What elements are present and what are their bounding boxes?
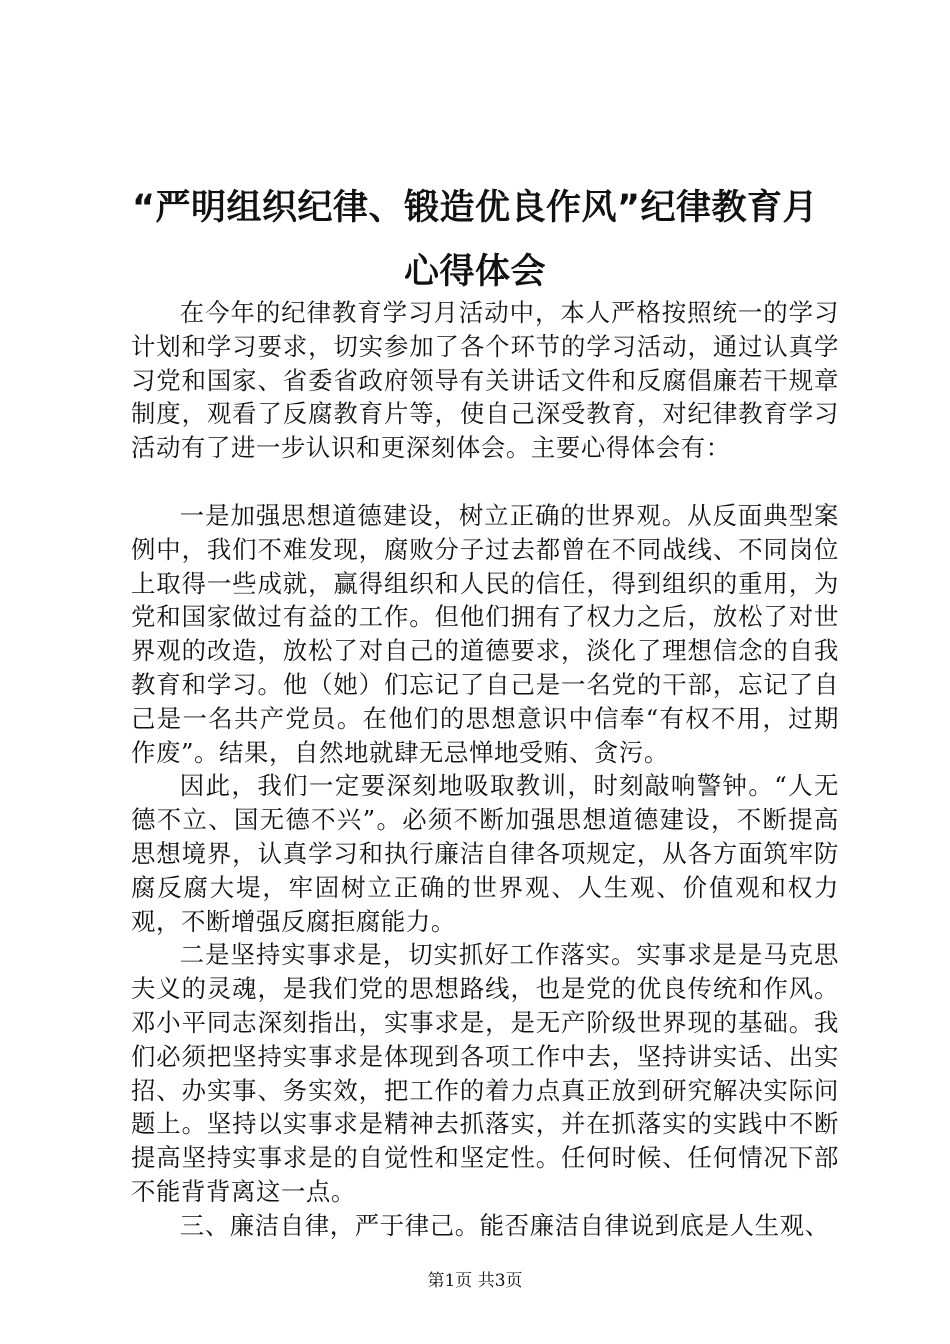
- paragraph-point-one: 一是加强思想道德建设，树立正确的世界观。从反面典型案例中，我们不难发现，腐败分子过去都曾在不同战线、不同岗位上取得一些成就，赢得组织和人民的信任，得到组织的重用，为党和国家做过有益的工作。但他们拥有了权力之后，放松了对世界观的改造，放松了对自己的道德要求，淡化了理想信念的自我教育和学习。他（她）们忘记了自己是一名党的干部，忘记了自己是一名共产党员。在他们的思想意识中信奉“有权不用，过期作废”。结果，自然地就肆无忌惮地受贿、贪污。: [131, 500, 839, 767]
- paragraph-point-three: 三、廉洁自律，严于律己。能否廉洁自律说到底是人生观、: [179, 1210, 830, 1240]
- page-indicator: 第1页 共3页: [427, 1271, 523, 1291]
- paragraph-point-two: 二是坚持实事求是，切实抓好工作落实。实事求是是马克思夫义的灵魂，是我们党的思想路线，也是党的优良传统和作风。邓小平同志深刻指出，实事求是，是无产阶级世界现的基础。我们必须把坚持实事求是体现到各项工作中去，坚持讲实话、出实招、办实事、务实效，把工作的着力点真正放到研究解决实际问题上。坚持以实事求是精神去抓落实，并在抓落实的实践中不断提高坚持实事求是的自觉性和坚定性。任何时候、任何情况下部不能背背离这一点。: [131, 940, 839, 1206]
- paragraph-therefore: 因此，我们一定要深刻地吸取教训，时刻敲响警钟。“人无德不立、国无德不兴”。必须不断加强思想道德建设，不断提高思想境界，认真学习和执行廉洁自律各项规定，从各方面筑牢防腐反腐大堤，牢固树立正确的世界观、人生观、价值观和权力观，不断增强反腐拒腐能力。: [131, 771, 839, 936]
- document-body: [131, 296, 839, 1243]
- paragraph-intro: 在今年的纪律教育学习月活动中，本人严格按照统一的学习计划和学习要求，切实参加了各个环节的学习活动，通过认真学习党和国家、省委省政府领导有关讲话文件和反腐倡廉若干规章制度，观看了反腐教育片等，使自己深受教育，对纪律教育学习活动有了进一步认识和更深刻体会。主要心得体会有：: [131, 298, 839, 463]
- document-title: “严明组织纪律、锻造优良作风”纪律教育月心得体会: [131, 188, 818, 292]
